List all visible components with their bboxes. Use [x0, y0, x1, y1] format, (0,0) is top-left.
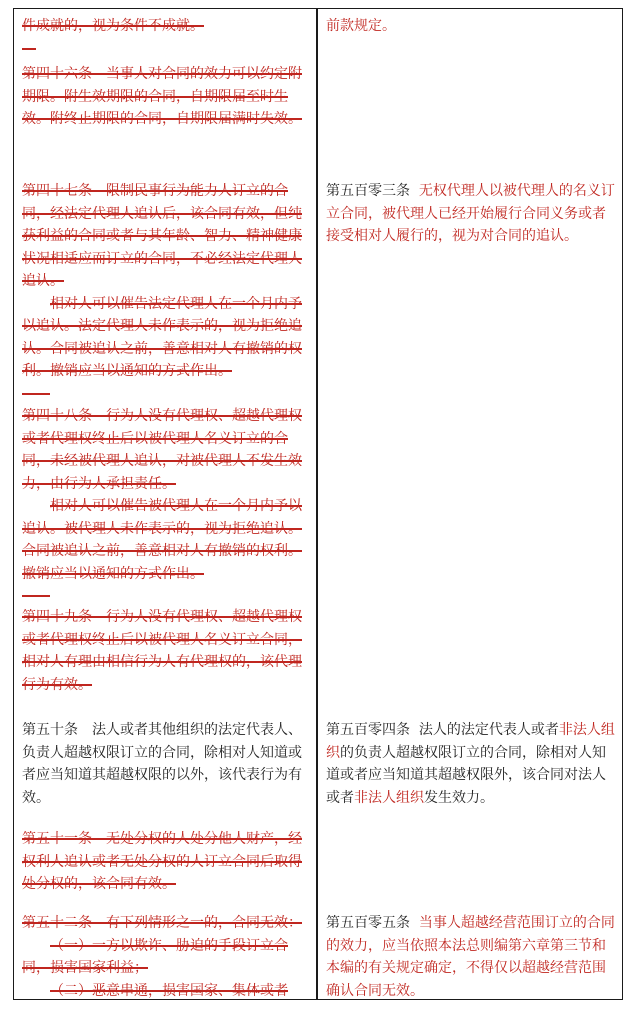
- article-504-highlight-1: 非法人组织: [326, 722, 615, 761]
- article-50-text: 第五十条 法人或者其他组织的法定代表人、负责人超越权限订立的合同，除相对人知道或者应当知道其超越权限的以外，该代表行为有效。: [22, 722, 302, 806]
- article-503-text: [326, 180, 616, 248]
- right-cell-a504: [326, 719, 616, 809]
- article-504-part-1: 法人的法定代表人或者: [418, 722, 559, 738]
- article-46-text: 第四十六条 当事人对合同的效力可以约定附期限。附生效期限的合同，自期限届至时生效。附终止期限的合同，自期限届满时失效。: [22, 66, 302, 127]
- article-52-para-1: 第五十二条 有下列情形之一的，合同无效：: [22, 915, 302, 931]
- comparison-table: [13, 8, 623, 1000]
- left-cell-a50: [22, 719, 310, 809]
- article-504-label: 第五百零四条: [326, 722, 410, 738]
- article-503-body: 无权代理人以被代理人的名义订立合同，被代理人已经开始履行合同义务或者接受相对人履行的，视为对合同的追认。: [326, 183, 615, 244]
- article-504-highlight-2: 非法人组织: [354, 789, 424, 806]
- left-cell-a47: [22, 180, 310, 405]
- right-cell-a505: [326, 912, 616, 1002]
- left-cell-a46: [22, 63, 310, 131]
- article-52-para-3: （二）恶意串通，损害国家、集体或者: [50, 982, 288, 999]
- article-47-para-1: 第四十七条 限制民事行为能力人订立的合同，经法定代理人追认后，该合同有效，但纯获利益的合同或者与其年龄、智力、精神健康状况相适应而订立的合同，不必经法定代理人追认。: [22, 183, 302, 289]
- article-51-text: 第五十一条 无处分权的人处分他人财产，经权利人追认或者无处分权的人订立合同后取得处分权的，该合同有效。: [22, 831, 302, 892]
- article-505-label: 第五百零五条: [326, 915, 410, 931]
- left-cell-a52: [22, 912, 310, 1002]
- article-48-para-2: 相对人可以催告被代理人在一个月内予以追认。被代理人未作表示的，视为拒绝追认。合同被追认之前，善意相对人有撤销的权利。撤销应当以通知的方式作出。: [22, 498, 302, 582]
- article-503-label: 第五百零三条: [326, 183, 410, 199]
- column-divider: [316, 9, 318, 999]
- left-cell-a51: [22, 828, 310, 896]
- left-cell-b0: [22, 15, 310, 60]
- article-504-text: [326, 719, 616, 809]
- article-505-body: 当事人超越经营范围订立的合同的效力，应当依照本法总则编第六章第三节和本编的有关规定确定，不得仅以超越经营范围确认合同无效。: [326, 915, 615, 999]
- article-47-para-2: 相对人可以催告法定代理人在一个月内予以追认。法定代理人未作表示的，视为拒绝追认。合同被追认之前，善意相对人有撤销的权利。撤销应当以通知的方式作出。: [22, 295, 302, 379]
- left-b0-text: 件成就的，视为条件不成就。: [22, 18, 204, 34]
- article-48-para-1: 第四十八条 行为人没有代理权、超越代理权或者代理权终止后以被代理人名义订立的合同，未经被代理人追认，对被代理人不发生效力，由行为人承担责任。: [22, 408, 302, 492]
- right-cell-a503: [326, 180, 616, 248]
- deleted-blank-marker: [22, 383, 310, 406]
- article-504-part-2: 的负责人超越权限订立的合同，除相对人知道或者应当知道其超越权限外，该合同对法人或者: [326, 744, 606, 806]
- right-b0-text: 前款规定。: [326, 18, 396, 34]
- left-cell-a48: [22, 405, 310, 608]
- article-49-text: 第四十九条 行为人没有代理权、超越代理权或者代理权终止后以被代理人名义订立合同，相对人有理由相信行为人有代理权的，该代理行为有效。: [22, 609, 302, 693]
- article-505-text: [326, 912, 616, 1002]
- article-52-para-2: （一）一方以欺诈、胁迫的手段订立合同，损害国家利益；: [22, 937, 288, 976]
- right-cell-b0: [326, 15, 616, 38]
- left-cell-a49: [22, 606, 310, 696]
- deleted-blank-marker: [22, 38, 310, 61]
- article-504-part-3: 发生效力。: [424, 789, 494, 806]
- deleted-blank-marker: [22, 585, 310, 608]
